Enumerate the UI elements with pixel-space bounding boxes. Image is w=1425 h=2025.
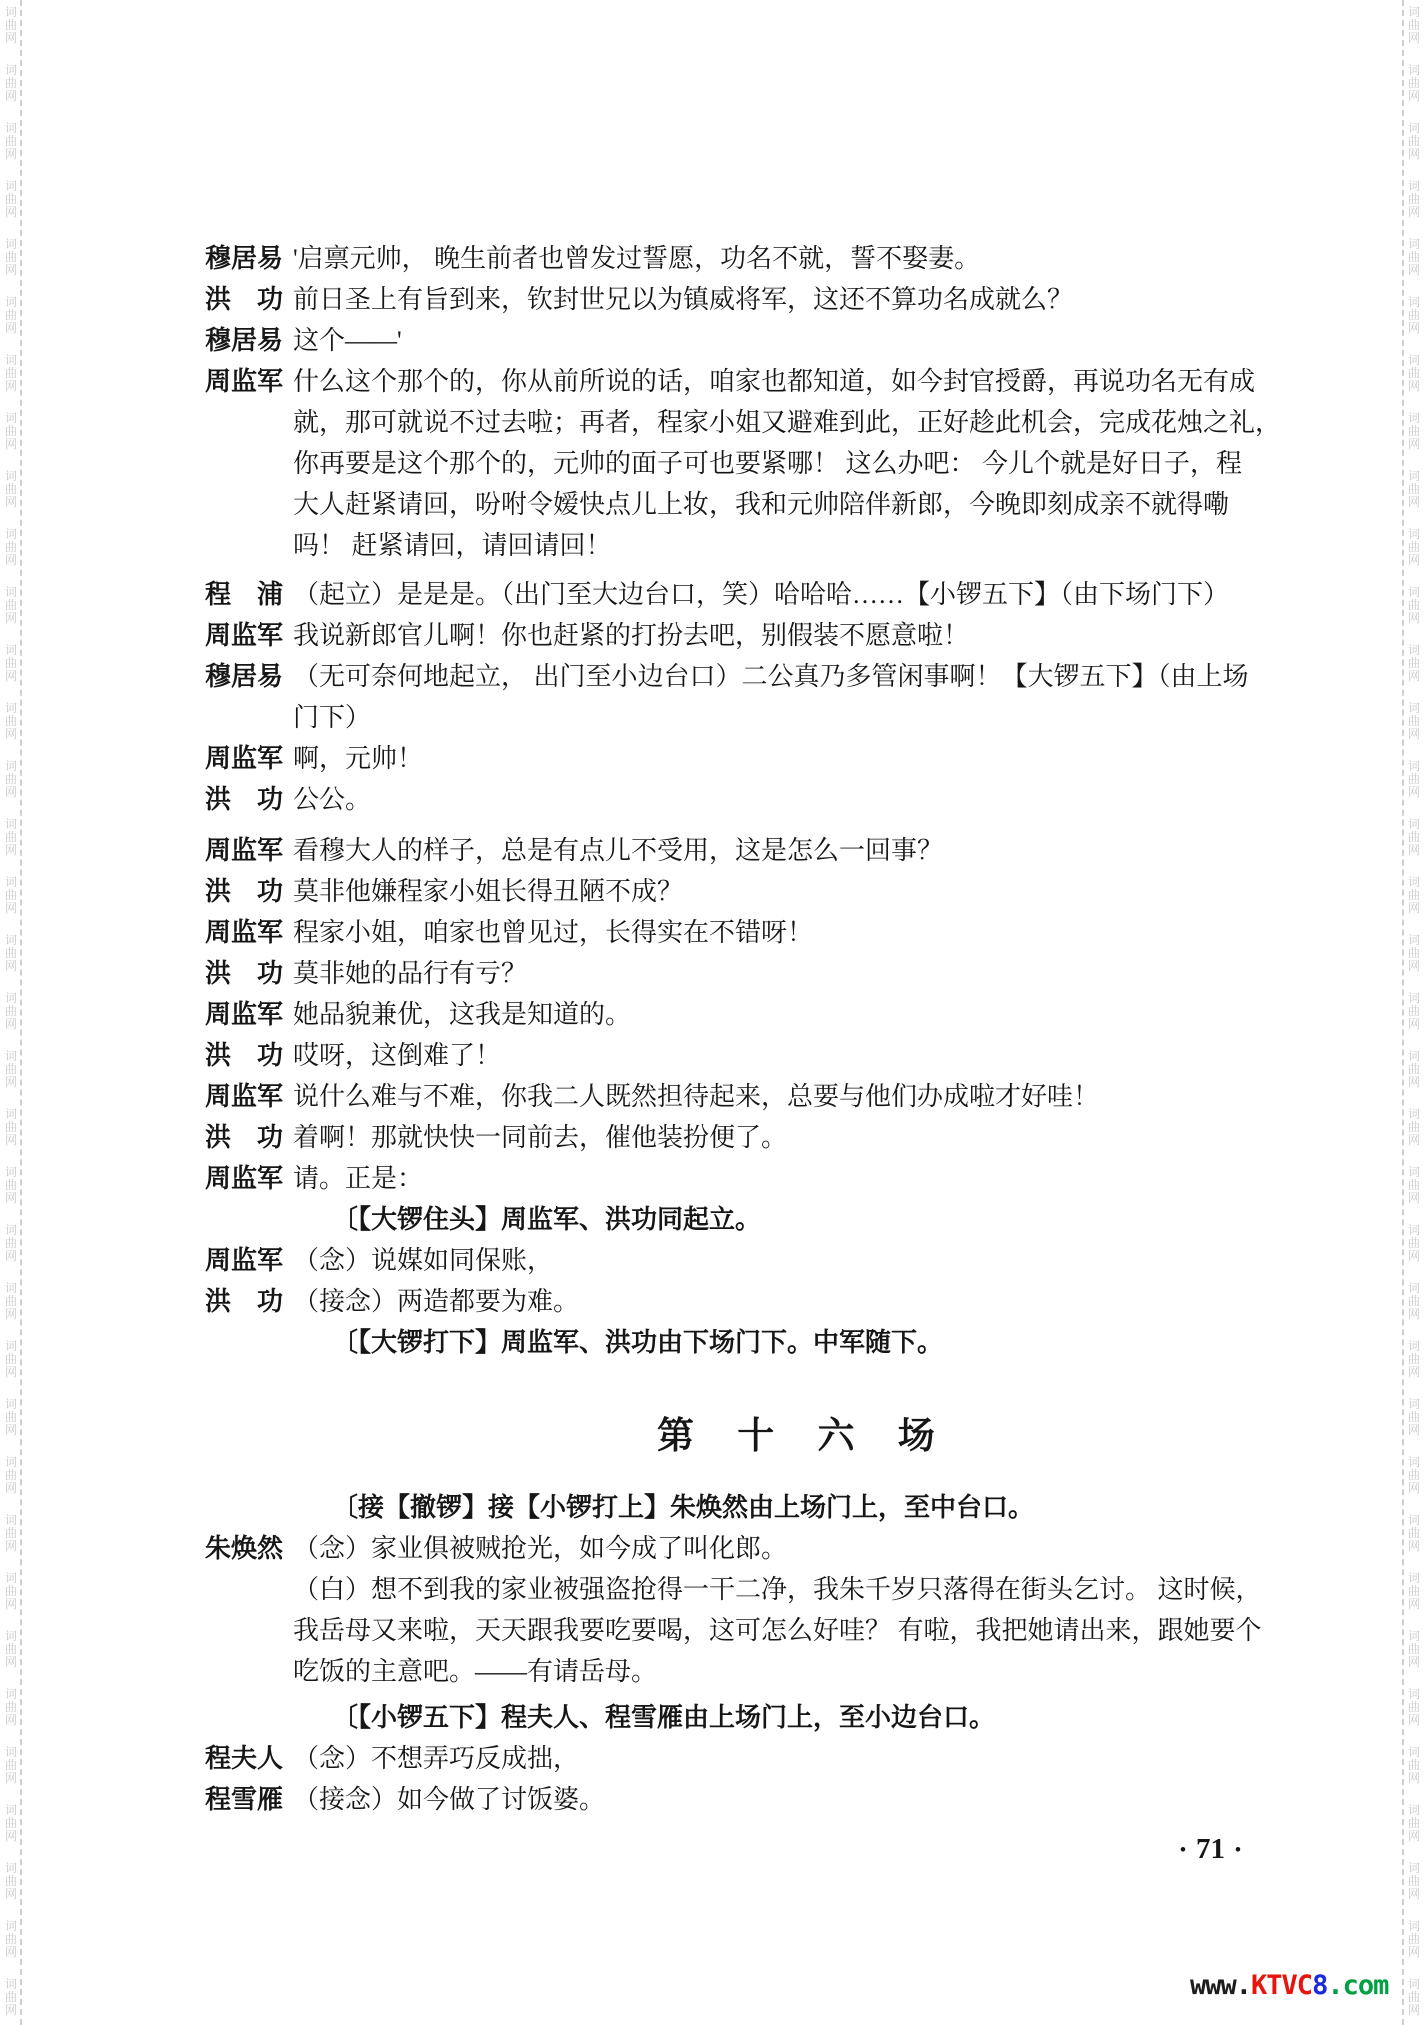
side-watermark-group: 词 曲 网 xyxy=(4,1281,17,1321)
line-text: （念）家业俱被贼抢光，如今成了叫化郎。 xyxy=(293,1534,788,1563)
stage-direction xyxy=(205,1320,1280,1361)
side-watermark-group: 词 曲 网 xyxy=(1407,179,1420,219)
speaker-name: 洪 功 xyxy=(205,1041,284,1070)
stage-direction xyxy=(205,1695,1280,1736)
speaker-name: 程夫人 xyxy=(205,1744,284,1773)
scene-heading-text: 第 十 六 场 xyxy=(657,1416,952,1457)
speaker-name: 周监军 xyxy=(205,836,284,865)
side-watermark-group: 词 曲 网 xyxy=(4,1049,17,1089)
right-edge-dashed-line xyxy=(1402,0,1404,2025)
script-row xyxy=(205,441,1280,482)
speaker-name: 周监军 xyxy=(205,621,284,650)
side-watermark-right xyxy=(1405,6,1423,2025)
line-text: 〔【大锣住头】周监军、洪功同起立。 xyxy=(332,1205,762,1234)
line-text: （念）不想弄巧反成拙， xyxy=(293,1744,580,1773)
side-watermark-group: 词 曲 网 xyxy=(4,1513,17,1553)
speaker-name: 洪 功 xyxy=(205,959,284,988)
script-row xyxy=(205,1033,1280,1074)
speaker-name: 洪 功 xyxy=(205,285,284,314)
side-watermark-group: 词 曲 网 xyxy=(1407,469,1420,509)
line-text: 我说新郎官儿啊！你也赶紧的打扮去吧，别假装不愿意啦！ xyxy=(293,621,970,650)
speaker-name: 周监军 xyxy=(205,744,284,773)
side-watermark-group: 词 曲 网 xyxy=(1407,1339,1420,1379)
side-watermark-group: 词 曲 网 xyxy=(1407,353,1420,393)
stage-direction xyxy=(205,1485,1280,1526)
script-row xyxy=(205,1736,1280,1777)
script-row xyxy=(205,1649,1280,1690)
script-row xyxy=(205,1567,1280,1608)
side-watermark-group: 词 曲 网 xyxy=(1407,1629,1420,1669)
side-watermark-group: 词 曲 网 xyxy=(4,1919,17,1959)
script-row xyxy=(205,277,1280,318)
speaker-name: 穆居易 xyxy=(205,244,284,273)
line-text: 你再要是这个那个的，元帅的面子可也要紧哪！ 这么办吧： 今儿个就是好日子，程 xyxy=(293,449,1243,478)
script-row xyxy=(205,613,1280,654)
bottom-watermark-segment: 8 xyxy=(1312,1970,1328,2001)
line-text: 门下） xyxy=(293,703,372,732)
side-watermark-group: 词 曲 网 xyxy=(1407,63,1420,103)
side-watermark-group: 词 曲 网 xyxy=(1407,817,1420,857)
line-text: （念）说媒如同保账， xyxy=(293,1246,554,1275)
line-text: （接念）两造都要为难。 xyxy=(293,1287,580,1316)
speaker-name: 洪 功 xyxy=(205,1123,284,1152)
line-text: 什么这个那个的，你从前所说的话，咱家也都知道，如今封官授爵，再说功名无有成 xyxy=(293,367,1256,396)
scene-heading xyxy=(205,1407,1280,1457)
side-watermark-group: 词 曲 网 xyxy=(4,1977,17,2017)
side-watermark-left xyxy=(2,6,20,2025)
side-watermark-group: 词 曲 网 xyxy=(4,1223,17,1263)
script-row xyxy=(205,1279,1280,1320)
side-watermark-group: 词 曲 网 xyxy=(1407,1687,1420,1727)
line-text: 请。正是： xyxy=(293,1164,424,1193)
script-row xyxy=(205,654,1280,695)
script-row xyxy=(205,777,1280,818)
side-watermark-group: 词 曲 网 xyxy=(1407,933,1420,973)
speaker-name: 周监军 xyxy=(205,1082,284,1111)
script-row xyxy=(205,1526,1280,1567)
side-watermark-group: 词 曲 网 xyxy=(1407,237,1420,277)
line-text: 她品貌兼优，这我是知道的。 xyxy=(293,1000,632,1029)
script-row xyxy=(205,523,1280,564)
side-watermark-group: 词 曲 网 xyxy=(1407,701,1420,741)
script-row xyxy=(205,1074,1280,1115)
line-text: （无可奈何地起立， 出门至小边台口）二公真乃多管闲事啊！【大锣五下】（由上场 xyxy=(293,662,1249,691)
side-watermark-group: 词 曲 网 xyxy=(4,701,17,741)
left-edge-dashed-line xyxy=(20,0,22,2025)
line-text: 〔接【撤锣】接【小锣打上】朱焕然由上场门上，至中台口。 xyxy=(332,1493,1035,1522)
page-number-left-bullet: • xyxy=(1180,1839,1186,1859)
side-watermark-group: 词 曲 网 xyxy=(1407,1977,1420,2017)
side-watermark-group: 词 曲 网 xyxy=(4,1165,17,1205)
speaker-name: 穆居易 xyxy=(205,326,284,355)
stage-direction xyxy=(205,1197,1280,1238)
side-watermark-group: 词 曲 网 xyxy=(1407,1919,1420,1959)
line-text: （起立）是是是。（出门至大边台口，笑）哈哈哈……【小锣五下】（由下场门下） xyxy=(293,580,1230,609)
side-watermark-group: 词 曲 网 xyxy=(4,991,17,1031)
side-watermark-group: 词 曲 网 xyxy=(4,63,17,103)
script-row xyxy=(205,1238,1280,1279)
side-watermark-group: 词 曲 网 xyxy=(1407,121,1420,161)
side-watermark-group: 词 曲 网 xyxy=(1407,1281,1420,1321)
speaker-name: 洪 功 xyxy=(205,785,284,814)
side-watermark-group: 词 曲 网 xyxy=(1407,1571,1420,1611)
side-watermark-group: 词 曲 网 xyxy=(4,817,17,857)
side-watermark-group: 词 曲 网 xyxy=(1407,1165,1420,1205)
script-row xyxy=(205,736,1280,777)
line-text: '启禀元帅， 晚生前者也曾发过誓愿，功名不就，誓不娶妻。 xyxy=(293,244,981,273)
script-row xyxy=(205,828,1280,869)
line-text: 前日圣上有旨到来，钦封世兄以为镇威将军，这还不算功名成就么？ xyxy=(293,285,1074,314)
side-watermark-group: 词 曲 网 xyxy=(4,1339,17,1379)
line-text: 这个——' xyxy=(293,326,402,355)
page-number-value: 71 xyxy=(1195,1833,1225,1865)
script-row xyxy=(205,318,1280,359)
side-watermark-group: 词 曲 网 xyxy=(1407,1107,1420,1147)
side-watermark-group: 词 曲 网 xyxy=(1407,295,1420,335)
side-watermark-group: 词 曲 网 xyxy=(4,1571,17,1611)
side-watermark-group: 词 曲 网 xyxy=(4,1107,17,1147)
side-watermark-group: 词 曲 网 xyxy=(4,237,17,277)
line-text: （接念）如今做了讨饭婆。 xyxy=(293,1785,606,1814)
speaker-name: 周监军 xyxy=(205,1164,284,1193)
line-text: （白）想不到我的家业被强盗抢得一干二净，我朱千岁只落得在街头乞讨。 这时候， xyxy=(293,1575,1262,1604)
side-watermark-group: 词 曲 网 xyxy=(4,1745,17,1785)
side-watermark-group: 词 曲 网 xyxy=(4,759,17,799)
line-text: 着啊！那就快快一同前去，催他装扮便了。 xyxy=(293,1123,788,1152)
line-text: 看穆大人的样子，总是有点儿不受用，这是怎么一回事？ xyxy=(293,836,944,865)
side-watermark-group: 词 曲 网 xyxy=(4,1803,17,1843)
side-watermark-group: 词 曲 网 xyxy=(4,411,17,451)
page-number-right-bullet: • xyxy=(1234,1839,1241,1859)
speaker-name: 周监军 xyxy=(205,367,284,396)
speaker-name: 周监军 xyxy=(205,1000,284,1029)
side-watermark-group: 词 曲 网 xyxy=(1407,5,1420,45)
side-watermark-group: 词 曲 网 xyxy=(4,353,17,393)
script-row xyxy=(205,1777,1280,1818)
speaker-name: 朱焕然 xyxy=(205,1534,284,1563)
side-watermark-group: 词 曲 网 xyxy=(1407,1861,1420,1901)
side-watermark-group: 词 曲 网 xyxy=(4,643,17,683)
line-text: 〔【小锣五下】程夫人、程雪雁由上场门上，至小边台口。 xyxy=(332,1703,996,1732)
script-row xyxy=(205,359,1280,400)
line-text: 我岳母又来啦，天天跟我要吃要喝，这可怎么好哇？ 有啦，我把她请出来，跟她要个 xyxy=(293,1616,1262,1645)
side-watermark-group: 词 曲 网 xyxy=(1407,1397,1420,1437)
side-watermark-group: 词 曲 网 xyxy=(4,5,17,45)
line-text: 说什么难与不难，你我二人既然担待起来，总要与他们办成啦才好哇！ xyxy=(293,1082,1100,1111)
line-text: 吗！ 赶紧请回，请回请回！ xyxy=(293,531,612,560)
side-watermark-group: 词 曲 网 xyxy=(4,179,17,219)
script-row xyxy=(205,992,1280,1033)
line-text: 大人赶紧请回，吩咐令嫒快点儿上妆，我和元帅陪伴新郎，今晚即刻成亲不就得嘞 xyxy=(293,490,1230,519)
speaker-name: 程 浦 xyxy=(205,580,284,609)
side-watermark-group: 词 曲 网 xyxy=(4,295,17,335)
side-watermark-group: 词 曲 网 xyxy=(4,1687,17,1727)
side-watermark-group: 词 曲 网 xyxy=(4,121,17,161)
side-watermark-group: 词 曲 网 xyxy=(1407,1223,1420,1263)
script-row xyxy=(205,482,1280,523)
speaker-name: 穆居易 xyxy=(205,662,284,691)
script-body xyxy=(205,236,1280,1818)
script-row xyxy=(205,1115,1280,1156)
speaker-name: 洪 功 xyxy=(205,1287,284,1316)
line-text: 哎呀，这倒难了！ xyxy=(293,1041,502,1070)
script-row xyxy=(205,951,1280,992)
script-row xyxy=(205,572,1280,613)
script-row xyxy=(205,910,1280,951)
side-watermark-group: 词 曲 网 xyxy=(1407,1513,1420,1553)
side-watermark-group: 词 曲 网 xyxy=(1407,991,1420,1031)
side-watermark-group: 词 曲 网 xyxy=(4,1397,17,1437)
line-text: 就，那可就说不过去啦；再者，程家小姐又避难到此，正好趁此机会，完成花烛之礼， xyxy=(293,408,1282,437)
side-watermark-group: 词 曲 网 xyxy=(4,875,17,915)
line-text: 吃饭的主意吧。——有请岳母。 xyxy=(293,1657,658,1686)
side-watermark-group: 词 曲 网 xyxy=(4,1455,17,1495)
side-watermark-group: 词 曲 网 xyxy=(4,527,17,567)
side-watermark-group: 词 曲 网 xyxy=(1407,585,1420,625)
script-row xyxy=(205,869,1280,910)
bottom-watermark-segment: .com xyxy=(1327,1970,1389,2001)
script-row xyxy=(205,236,1280,277)
bottom-watermark-segment: KTVC xyxy=(1251,1970,1313,2001)
bottom-watermark xyxy=(1190,1970,1388,2001)
side-watermark-group: 词 曲 网 xyxy=(4,933,17,973)
line-text: 〔【大锣打下】周监军、洪功由下场门下。中军随下。 xyxy=(332,1328,944,1357)
line-text: 程家小姐，咱家也曾见过，长得实在不错呀！ xyxy=(293,918,814,947)
side-watermark-group: 词 曲 网 xyxy=(4,1629,17,1669)
page-number xyxy=(1170,1833,1251,1866)
script-row xyxy=(205,1156,1280,1197)
speaker-name: 洪 功 xyxy=(205,877,284,906)
script-row xyxy=(205,1608,1280,1649)
side-watermark-group: 词 曲 网 xyxy=(1407,759,1420,799)
speaker-name: 周监军 xyxy=(205,918,284,947)
side-watermark-group: 词 曲 网 xyxy=(1407,527,1420,567)
speaker-name: 周监军 xyxy=(205,1246,284,1275)
bottom-watermark-segment: www. xyxy=(1190,1970,1252,2001)
side-watermark-group: 词 曲 网 xyxy=(4,1861,17,1901)
side-watermark-group: 词 曲 网 xyxy=(1407,1049,1420,1089)
side-watermark-group: 词 曲 网 xyxy=(1407,875,1420,915)
speaker-name: 程雪雁 xyxy=(205,1785,284,1814)
script-row xyxy=(205,400,1280,441)
line-text: 莫非她的品行有亏？ xyxy=(293,959,528,988)
side-watermark-group: 词 曲 网 xyxy=(1407,1455,1420,1495)
line-text: 公公。 xyxy=(293,785,372,814)
line-text: 啊，元帅！ xyxy=(293,744,424,773)
side-watermark-group: 词 曲 网 xyxy=(4,469,17,509)
side-watermark-group: 词 曲 网 xyxy=(4,585,17,625)
script-row xyxy=(205,695,1280,736)
side-watermark-group: 词 曲 网 xyxy=(1407,1803,1420,1843)
side-watermark-group: 词 曲 网 xyxy=(1407,411,1420,451)
side-watermark-group: 词 曲 网 xyxy=(1407,1745,1420,1785)
line-text: 莫非他嫌程家小姐长得丑陋不成？ xyxy=(293,877,684,906)
side-watermark-group: 词 曲 网 xyxy=(1407,643,1420,683)
